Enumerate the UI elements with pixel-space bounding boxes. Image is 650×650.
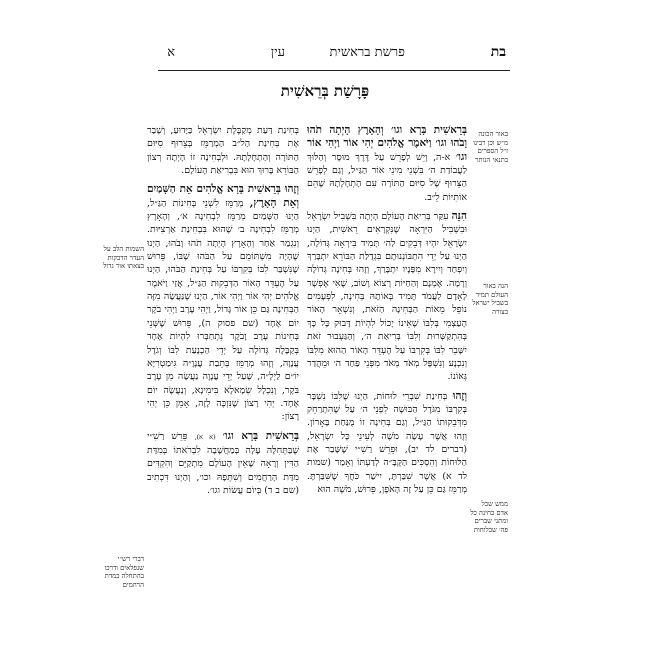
header-page-number: א <box>167 45 175 60</box>
paragraph-4-body: בְּחִינַת דַּעַת מְקַבֶּלֶת יִשְׂרָאֵל כַּיָּדוּעַ, וְשָׁבַר אֶת בְּחִינַת הַל״ב הַמְרַמֵּז בְּצֵרוּף סִיּוּם הַתּוֹרָה וְהַתְחָלָתָהּ. וּלְבְחִינָה זוֹ הָיְתָה רְצוֹן הַבּוֹרֵא בָּרוּךְ הוּא בִּבְרִיאַת הָעוֹלָם. <box>147 125 299 177</box>
header-section: עין <box>270 45 285 60</box>
paragraph-1-lead: בְּרֵאשִׁית בָּרָא וגו׳ וְהָאָרֶץ הָיְתָה תֹהוּ וָבֹהוּ וגו׳ וַיֹּאמֶר אֱלֹהִים יְהִי אוֹר וַיְהִי אוֹר וגו׳ <box>307 124 467 163</box>
paragraph-4 <box>147 124 299 177</box>
header-rule <box>158 70 510 71</box>
running-header <box>160 44 506 66</box>
parasha-title: פָּרָשַׁת בְּרֵאשִׁית <box>280 82 370 100</box>
left-column <box>147 124 299 503</box>
paragraph-2 <box>307 210 467 383</box>
paragraph-1-body: א-ה, וְיֵשׁ לְפָרֵשׁ עַל דֶּרֶךְ מוּסָר וְהַלּוּךְ לַעֲבוֹדַת ה׳ בִּשְׁנֵי מִינֵי אוֹר הַגַּ״ל, וְגַם לְפָרֵשׁ הַצֵּרוּף שֶׁל סִיּוּם הַתּוֹרָה עִם הַתְחָלָתָהּ שֶׁהֵם אוֹתִיּוֹת לֵ״ב. <box>307 151 467 203</box>
margin-note-right-3: ממש שכל אדם בחינה כל ומתני שברים פה׳ שבלוחות <box>470 500 508 534</box>
paragraph-5-lead: וְזֶהוּ בְּרֵאשִׁית בָּרָא אֱלֹהִים אֵת הַשָּׁמַיִם וְאֵת הָאָרֶץ, <box>147 183 299 209</box>
paragraph-6-body: פֵּרֵשׁ רַשִׁ״י שֶׁבַּתְּחִלָּה עָלָה בְּמַחֲשָׁבָה לִבְרֹאתוֹ בְּמִדַּת הַדִּין וְרָאָה שֶׁאֵין הָעוֹלָם מִתְקַיֵּם וְהִקְדִּים מִדַּת הָרַחֲמִים וְשִׁתְּפָהּ וכו׳, וְהַיְנוּ דִּכְתִיב (שם ב ד) בְּיוֹם עֲשׂוֹת וגו׳. <box>147 430 299 496</box>
right-column <box>307 124 467 502</box>
paragraph-1 <box>307 124 467 204</box>
paragraph-6 <box>147 430 299 498</box>
paragraph-2-lead: הִנֵּה <box>451 210 467 223</box>
paragraph-6-ref: (א א), <box>194 432 216 441</box>
paragraph-5 <box>147 183 299 423</box>
paragraph-3-lead: וְזֶהוּ <box>452 389 467 402</box>
paragraph-6-lead: בְּרֵאשִׁית בָּרָא וגו׳ <box>222 429 299 442</box>
paragraph-3 <box>307 390 467 497</box>
margin-note-left-2: דברי רש״י שנפלאים ודרכו בהתחלה במדת הרחמים <box>104 555 144 589</box>
margin-note-right-2: הנה באור העולם תמיד בשביל ישראל בצורה <box>472 282 508 316</box>
paragraph-2-body: עִקַּר בְּרִיאַת הָעוֹלָם הָיְתָה בִּשְׁבִיל יִשְׂרָאֵל וּבִשְׁבִיל הַיִּרְאָה שֶׁנִּקְרָאִים רֵאשִׁית, הַיְנוּ יִשְׂרָאֵל יִהְיוּ דְּבֵקִים לַה׳ תָּמִיד בִּירְאָה גְּדוֹלָה, הַיְנוּ עַל יְדֵי הִתְבּוֹנְנוּתָם בִּגְדֻלַּת הַבּוֹרֵא יִתְבָּרַךְ וְיִפְחַד וְיִירָא מִפָּנָיו יִתְבָּרַךְ, וְזֶהוּ בְּחִינָה גְּדוֹלָה וְרָמָה. אֶמְנָם וְהַחַיּוֹת רָצוֹא וָשׁוֹב, שֶׁאִי אֶפְשָׁר לָאָדָם לַעֲמֹד תָּמִיד בְּאוֹתָהּ בְּחִינָה, לִפְעָמִים נוֹפֵל מֵאוֹת הַבְּחִינָה הַזֹּאת, וְנִשְׁאָר הָאוֹר הָעַצְמִי בְּלִבּוֹ שֶׁאֵינוֹ יָכוֹל לִהְיוֹת דָּבוּק כָּל כָּךְ בְּהִתְקַשְּׁרוּת וְלִבּוֹ בְּרִיאַת ה׳, וְהַגַּעְבוּר זֹאת יִשָּׁבֵר לִבּוֹ בְּקִרְבּוֹ עַל הֶעְדֵּר הָאוֹר הַהוּא מִלִּבּוֹ וְנִכְנָע וְנִשְׁפָּל מְאֹד מְאֹד מִפְּנֵי פַּחַד ה׳ וּמֵהֲדַר גְּאוֹנוֹ. <box>307 211 467 383</box>
margin-note-right-1: באור הכונה מ״ש וכן רבינו ז״ל הספרים בתנאי הנותר <box>473 130 508 164</box>
header-folio: בת <box>490 44 506 60</box>
header-parasha: פרשת בראשית <box>329 45 405 60</box>
margin-note-left-1: השמות הלב על העדר הדבקות בצאתו אור גדול <box>103 245 144 271</box>
paragraph-5-body: מְרַמֵּז לִשְׁנֵי בְּחִינוֹת הַגַּ״ל, הַיְנוּ הַשָּׁמַיִם מְרַמֵּז לִבְחִינָה א׳, וְהָאָרֶץ מְרַמֵּז לִבְחִינָה ב׳ שֶׁהוּא בִּבְחִינַת אַרְצִיּוּת. וְנִגְמַר אַחַר וְהָאָרֶץ הָיְתָה תֹהוּ וָבֹהוּ, הַיְנוּ שֶׁהָיָה מִשְׁתּוֹמֵם עַל הַבֹּהוּ שֶׁבּוֹ, פֵּרוּשׁ שֶׁנִּשְׁבַּר לִבּוֹ בְּקִרְבּוֹ עַל בְּחִינַת הַבֹּהוּ, הַיְנוּ עַל הֶעְדֵּר הָאוֹר הַדְּבֵקוּת הַגַּ״ל, אֲזַי וַיֹּאמֶר אֱלֹהִים יְהִי אוֹר וַיְהִי אוֹר, הַיְנוּ שֶׁנַּעֲשָׂה מִזֶּה הַבְּחִינָה גַּם כֵּן אוֹר גָּדוֹל, וַיְהִי עֶרֶב וַיְהִי בֹקֶר יוֹם אֶחָד (שם פסוק ה), פֵּרוּשׁ שֶׁשְּׁנֵי בְּחִינוֹת עֶרֶב וָבֹקֶר נִתְחַבְּרוּ לִהְיוֹת אֶחָד בְּקַבָּלָה גְּדוֹלָה עַל יְדֵי הַכְנָעַת לִבּוֹ וְגֹדֶל עֲנָוָה, וְזֶהוּ מְרַמֵּז בְּתֵבַת עֲנָוָ״ה גִּימַטְרִיָּא יוֹ״ם לַיְלָ״ה, שֶׁעַל יְדֵי עֲנָוָה נַעֲשָׂה מִן עֶרֶב בֹּקֶר, וְנִכְלָל שְׂמָאלָא בִּימִינָא, וְנַעֲשֶׂה יוֹם אֶחָד. יְהִי רָצוֹן שֶׁנִּזְכֶּה לָזֶה, אָמֵן כֵּן יְהִי רָצוֹן: <box>147 197 299 423</box>
paragraph-3-body: בְּחִינַת שִׁבְרֵי לוּחוֹת, הַיְנוּ שֶׁלִּבּוֹ נִשְׁבָּר בְּקִרְבּוֹ מִגֹּדֶל הַבּוּשָׁה לִפְנֵי ה׳ עַל שֶׁהִתְרַחֵק מִדְּבֵקוּתוֹ הַגַּ״ל, וְגַם בְּחִינָה זוֹ מֻנַּחַת בָּאָרוֹן. וְזֶהוּ אֲשֶׁר עָשָׂה מֹשֶׁה לְעֵינֵי כָּל יִשְׂרָאֵל, (דברים לד יב), וּפֵרֵשׁ רַשִׁ״י שֶׁשָּׁבַר אֶת הַלּוּחוֹת וְהִסְכִּים הַקָּבָּ״ה לְדַעְתּוֹ וְאָמַר (שמות לד א) אֲשֶׁר שִׁבַּרְתָּ, יִישַׁר כֹּחֲךָ שֶׁשִּׁבַּרְתָּ. מְרַמֵּז גַּם כֵּן עַל זֶה הָאֹפֶן, פֵּרוּשׁ, מֹשֶׁה הוּא <box>307 390 467 495</box>
